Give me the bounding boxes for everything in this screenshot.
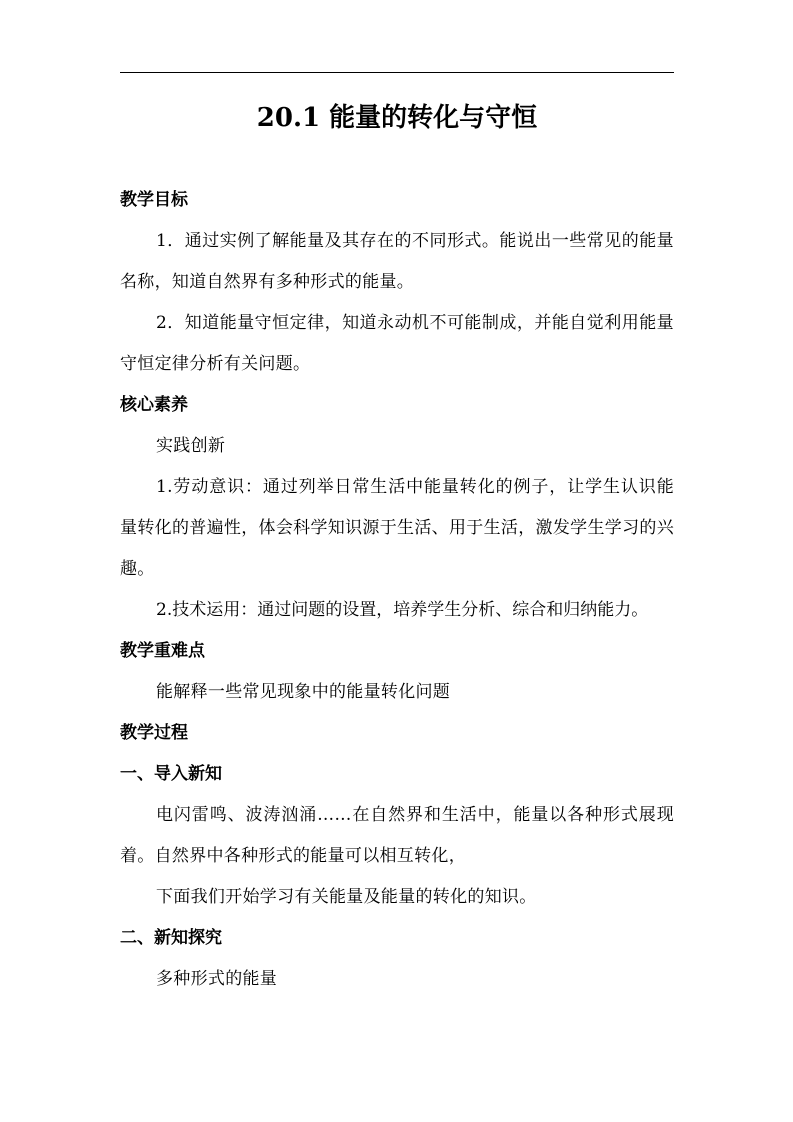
section-heading-objectives: 教学目标 bbox=[120, 190, 188, 210]
section-heading-key-points: 教学重难点 bbox=[120, 641, 205, 661]
section-heading-literacy: 核心素养 bbox=[120, 395, 188, 415]
document-body bbox=[120, 180, 674, 1000]
objective-item-1: 1．通过实例了解能量及其存在的不同形式。能说出一些常见的能量名称，知道自然界有多种形式的能量。 bbox=[120, 231, 674, 292]
subsection-heading-intro: 一、导入新知 bbox=[120, 764, 222, 784]
header-rule bbox=[120, 72, 674, 73]
literacy-item-2: 2.技术运用：通过问题的设置，培养学生分析、综合和归纳能力。 bbox=[156, 600, 649, 620]
key-points-text: 能解释一些常见现象中的能量转化问题 bbox=[156, 682, 451, 702]
intro-paragraph-1: 电闪雷鸣、波涛汹涌……在自然界和生活中，能量以各种形式展现着。自然界中各种形式的能量可以相互转化， bbox=[120, 805, 674, 866]
literacy-intro: 实践创新 bbox=[156, 436, 226, 456]
explore-text: 多种形式的能量 bbox=[156, 969, 278, 989]
subsection-heading-explore: 二、新知探究 bbox=[120, 928, 222, 948]
intro-paragraph-2: 下面我们开始学习有关能量及能量的转化的知识。 bbox=[156, 887, 537, 907]
page-title: 20.1 能量的转化与守恒 bbox=[256, 103, 538, 133]
objective-item-2: 2．知道能量守恒定律，知道永动机不可能制成，并能自觉利用能量守恒定律分析有关问题。 bbox=[120, 313, 674, 374]
section-heading-process: 教学过程 bbox=[120, 723, 188, 743]
literacy-item-1: 1.劳动意识：通过列举日常生活中能量转化的例子，让学生认识能量转化的普遍性，体会科学知识源于生活、用于生活，激发学生学习的兴趣。 bbox=[120, 477, 674, 579]
